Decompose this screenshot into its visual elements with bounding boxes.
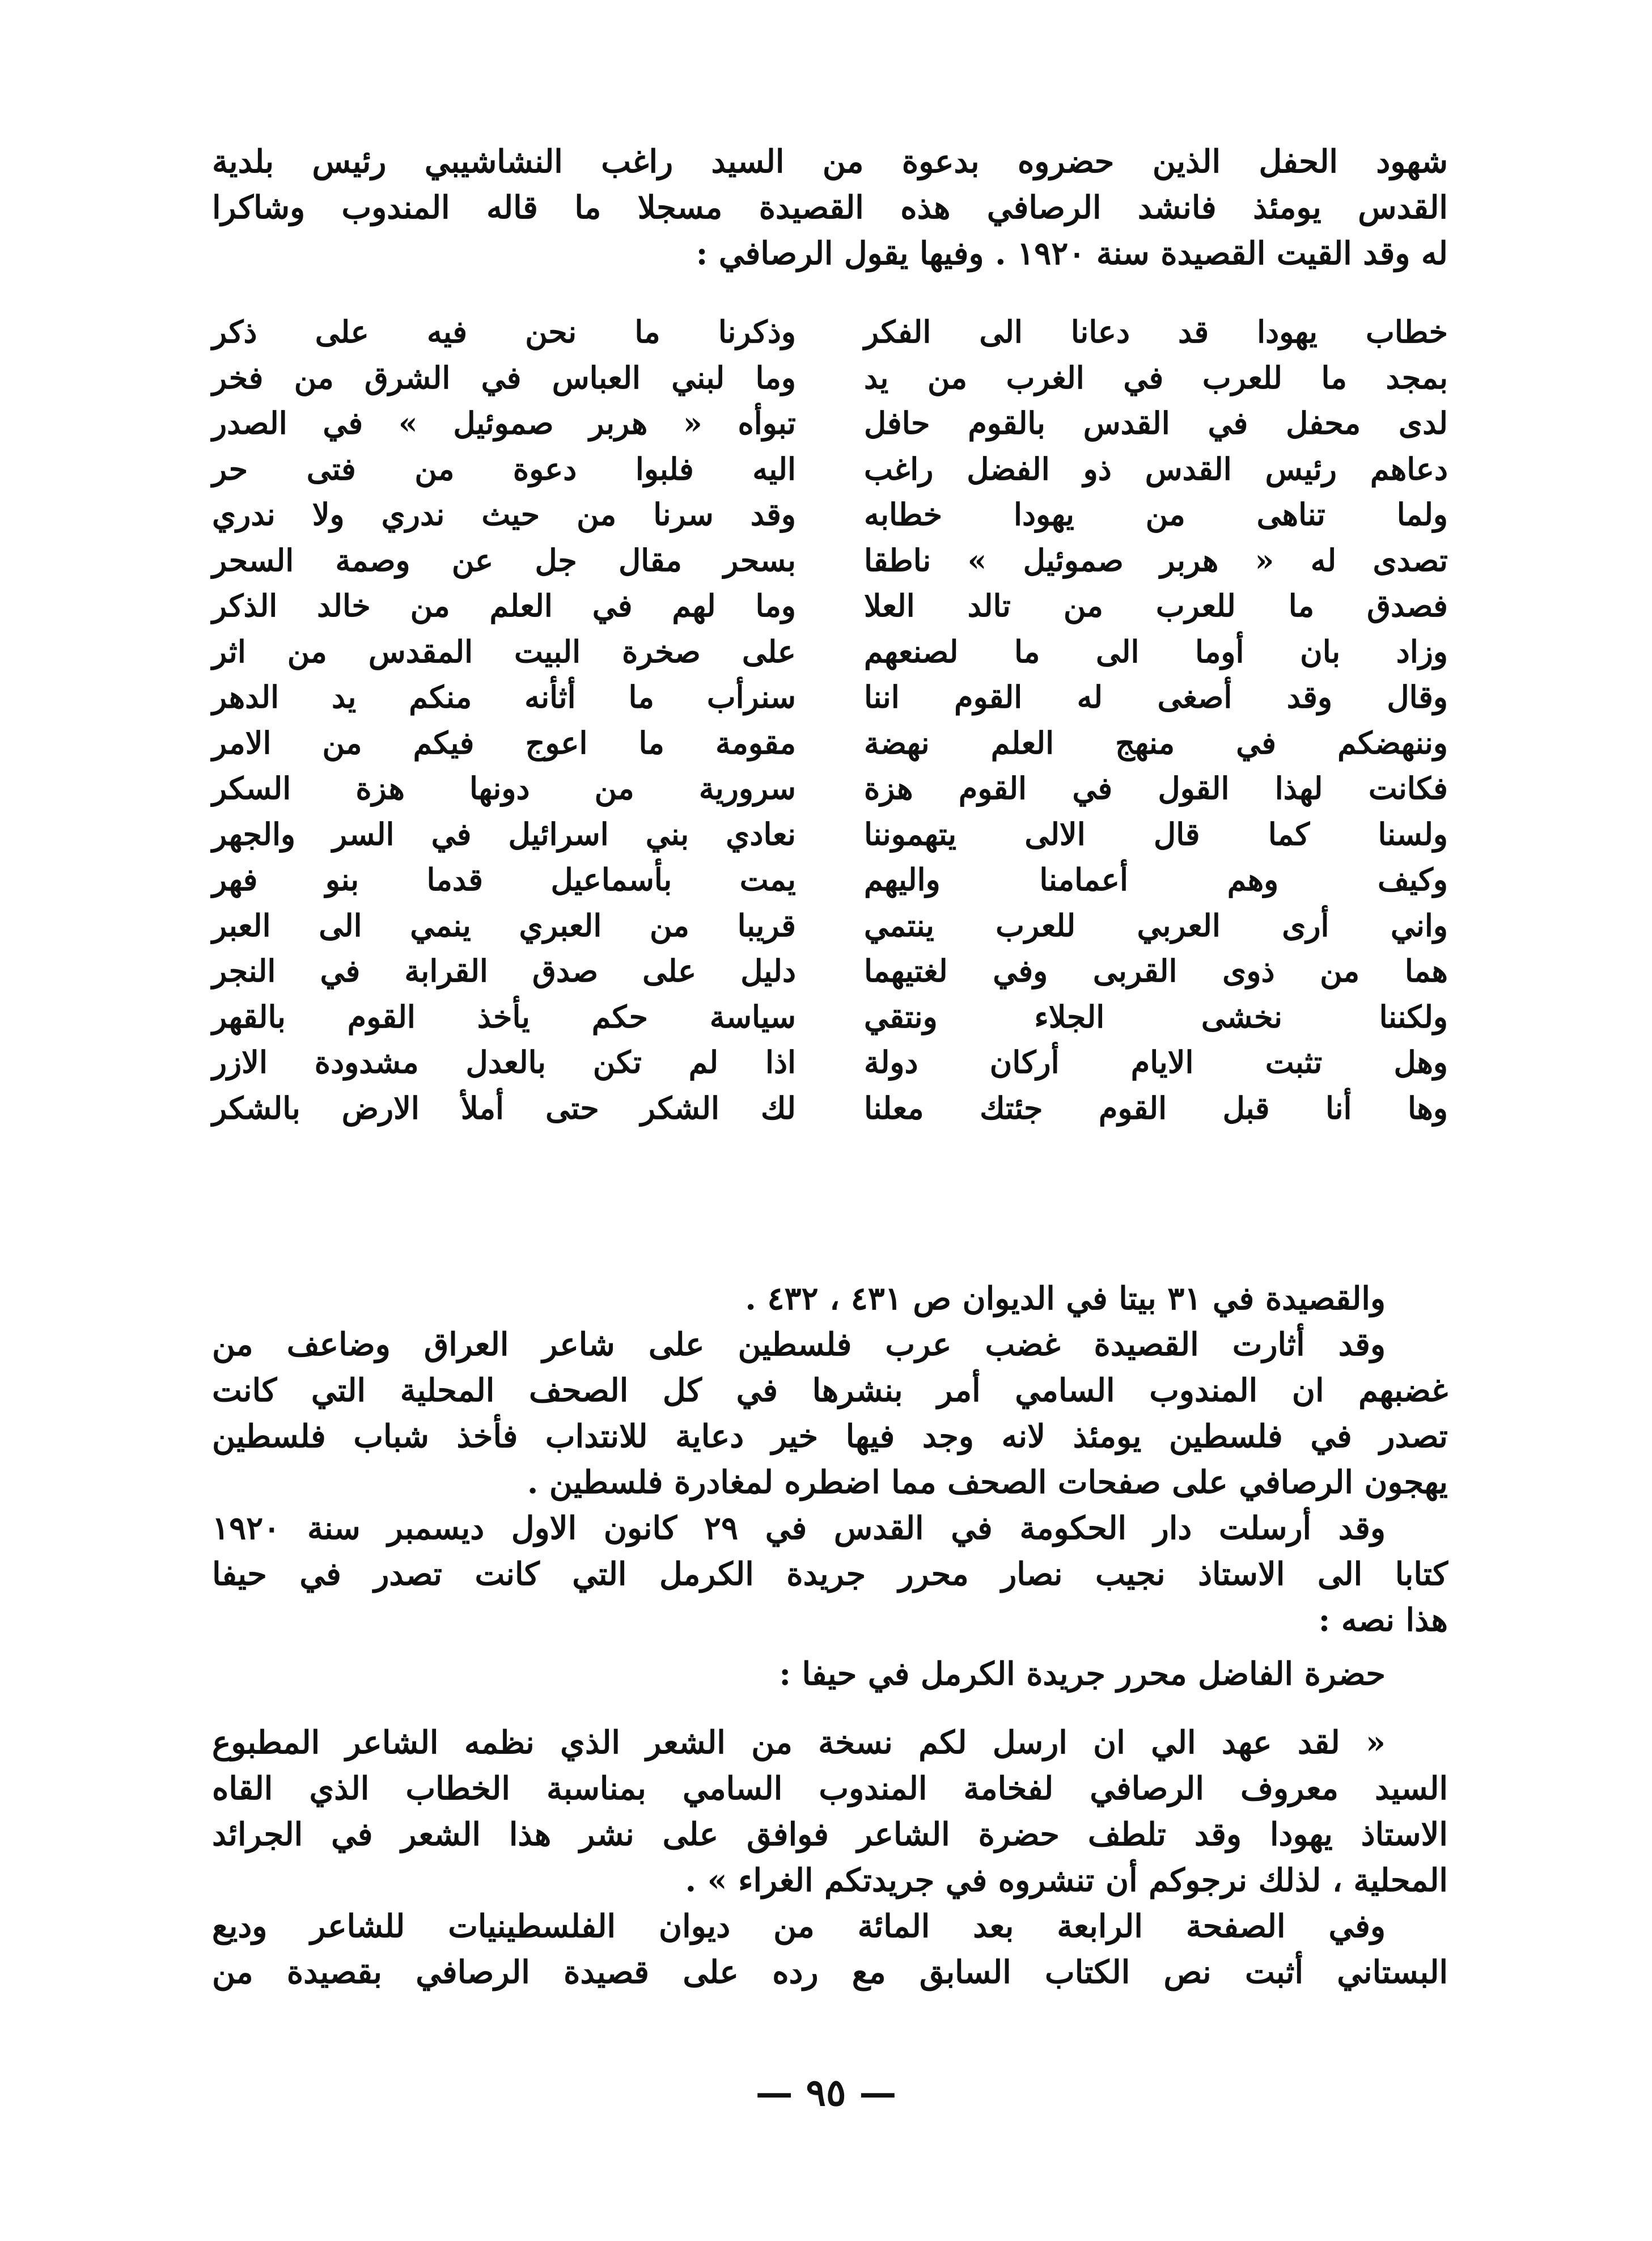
- verse-line: هما من ذوى القربى وفي لغتيهما: [864, 953, 1448, 989]
- text-line: شهود الحفل الذين حضروه بدعوة من السيد راغب النشاشيبي رئيس بلدية: [212, 143, 1448, 180]
- verse-line: واني أرى العربي للعرب ينتمي: [864, 907, 1448, 944]
- verse-line: بسحر مقال جل عن وصمة السحر: [212, 542, 796, 578]
- poem-second-hemistichs: [212, 309, 796, 1131]
- text-line: وفي الصفحة الرابعة بعد المائة من ديوان الفلسطينيات للشاعر وديع: [212, 1908, 1386, 1945]
- verse-line: مقومة ما اعوج فيكم من الامر: [212, 724, 796, 761]
- verse-line: تصدى له « هربر صموئيل » ناطقا: [864, 542, 1448, 578]
- poem: [212, 309, 1448, 1273]
- verse-line: لدى محفل في القدس بالقوم حافل: [864, 405, 1448, 441]
- verse-line: وذكرنا ما نحن فيه على ذكر: [212, 314, 796, 350]
- text-line: وقد أثارت القصيدة غضب عرب فلسطين على شاعر العراق وضاعف من: [212, 1326, 1386, 1363]
- body-text: [212, 1276, 1448, 1995]
- verse-line: وها أنا قبل القوم جئتك معلنا: [864, 1089, 1448, 1126]
- letter-salutation: حضرة الفاضل محرر جريدة الكرمل في حيفا :: [779, 1655, 1386, 1693]
- intro-paragraph: [212, 139, 1448, 277]
- verse-line: على صخرة البيت المقدس من اثر: [212, 633, 796, 670]
- verse-line: اذا لم تكن بالعدل مشدودة الازر: [212, 1044, 796, 1080]
- text-line: له وقد القيت القصيدة سنة ١٩٢٠ . وفيها يقول الرصافي :: [696, 235, 1448, 272]
- verse-line: دليل على صدق القرابة في النجر: [212, 953, 796, 989]
- verse-line: وننهضكم في منهج العلم نهضة: [864, 724, 1448, 761]
- text-line: القدس يومئذ فانشد الرصافي هذه القصيدة مسجلا ما قاله المندوب وشاكرا: [212, 189, 1448, 226]
- verse-line: سنرأب ما أثأنه منكم يد الدهر: [212, 679, 796, 715]
- verse-line: وما لبني العباس في الشرق من فخر: [212, 359, 796, 396]
- verse-line: نعادي بني اسرائيل في السر والجهر: [212, 815, 796, 852]
- text-line: « لقد عهد الي ان ارسل لكم نسخة من الشعر الذي نظمه الشاعر المطبوع: [212, 1724, 1386, 1761]
- verse-line: خطاب يهودا قد دعانا الى الفكر: [864, 314, 1448, 350]
- text-line: يهجون الرصافي على صفحات الصحف مما اضطره لمغادرة فلسطين .: [527, 1464, 1448, 1501]
- verse-line: وقد سرنا من حيث ندري ولا ندري: [212, 496, 796, 532]
- verse-line: ولسنا كما قال الالى يتهموننا: [864, 815, 1448, 852]
- verse-line: فصدق ما للعرب من تالد العلا: [864, 587, 1448, 624]
- text-line: هذا نصه :: [1318, 1601, 1448, 1639]
- verse-line: فكانت لهذا القول في القوم هزة: [864, 770, 1448, 806]
- verse-line: لك الشكر حتى أملأ الارض بالشكر: [212, 1089, 796, 1126]
- verse-line: سرورية من دونها هزة السكر: [212, 770, 796, 806]
- verse-line: ولما تناهى من يهودا خطابه: [864, 496, 1448, 532]
- verse-line: دعاهم رئيس القدس ذو الفضل راغب: [864, 450, 1448, 487]
- verse-line: اليه فلبوا دعوة من فتى حر: [212, 450, 796, 487]
- text-line: السيد معروف الرصافي لفخامة المندوب السامي بمناسبة الخطاب الذي القاه: [212, 1770, 1448, 1807]
- verse-line: وزاد بان أوما الى ما لصنعهم: [864, 633, 1448, 670]
- verse-line: وهل تثبت الايام أركان دولة: [864, 1044, 1448, 1080]
- verse-line: ولكننا نخشى الجلاء ونتقي: [864, 998, 1448, 1035]
- text-line: البستاني أثبت نص الكتاب السابق مع رده على قصيدة الرصافي بقصيدة من: [212, 1954, 1448, 1991]
- text-line: الاستاذ يهودا وقد تلطف حضرة الشاعر فوافق على نشر هذا الشعر في الجرائد: [212, 1816, 1448, 1853]
- text-line: المحلية ، لذلك نرجوكم أن تنشروه في جريدتكم الغراء » .: [685, 1862, 1448, 1899]
- verse-line: بمجد ما للعرب في الغرب من يد: [864, 359, 1448, 396]
- text-line: كتابا الى الاستاذ نجيب نصار محرر جريدة الكرمل التي كانت تصدر في حيفا: [212, 1555, 1448, 1593]
- text-line: وقد أرسلت دار الحكومة في القدس في ٢٩ كانون الاول ديسمبر سنة ١٩٢٠: [212, 1509, 1386, 1547]
- text-line: والقصيدة في ٣١ بيتا في الديوان ص ٤٣١ ، ٤٣٢ .: [745, 1280, 1386, 1317]
- poem-first-hemistichs: [864, 309, 1448, 1131]
- verse-line: تبوأه « هربر صموئيل » في الصدر: [212, 405, 796, 441]
- verse-line: سياسة حكم يأخذ القوم بالقهر: [212, 998, 796, 1035]
- verse-line: وما لهم في العلم من خالد الذكر: [212, 587, 796, 624]
- page-number: — ٩٥ —: [755, 2070, 897, 2115]
- text-line: تصدر في فلسطين يومئذ لانه وجد فيها خير دعاية للانتداب فأخذ شباب فلسطين: [212, 1418, 1448, 1455]
- verse-line: وقال وقد أصغى له القوم اننا: [864, 679, 1448, 715]
- verse-line: قريبا من العبري ينمي الى العبر: [212, 907, 796, 944]
- verse-line: يمت بأسماعيل قدما بنو فهر: [212, 861, 796, 898]
- text-line: غضبهم ان المندوب السامي أمر بنشرها في كل الصحف المحلية التي كانت: [212, 1372, 1448, 1409]
- verse-line: وكيف وهم أعمامنا واليهم: [864, 861, 1448, 898]
